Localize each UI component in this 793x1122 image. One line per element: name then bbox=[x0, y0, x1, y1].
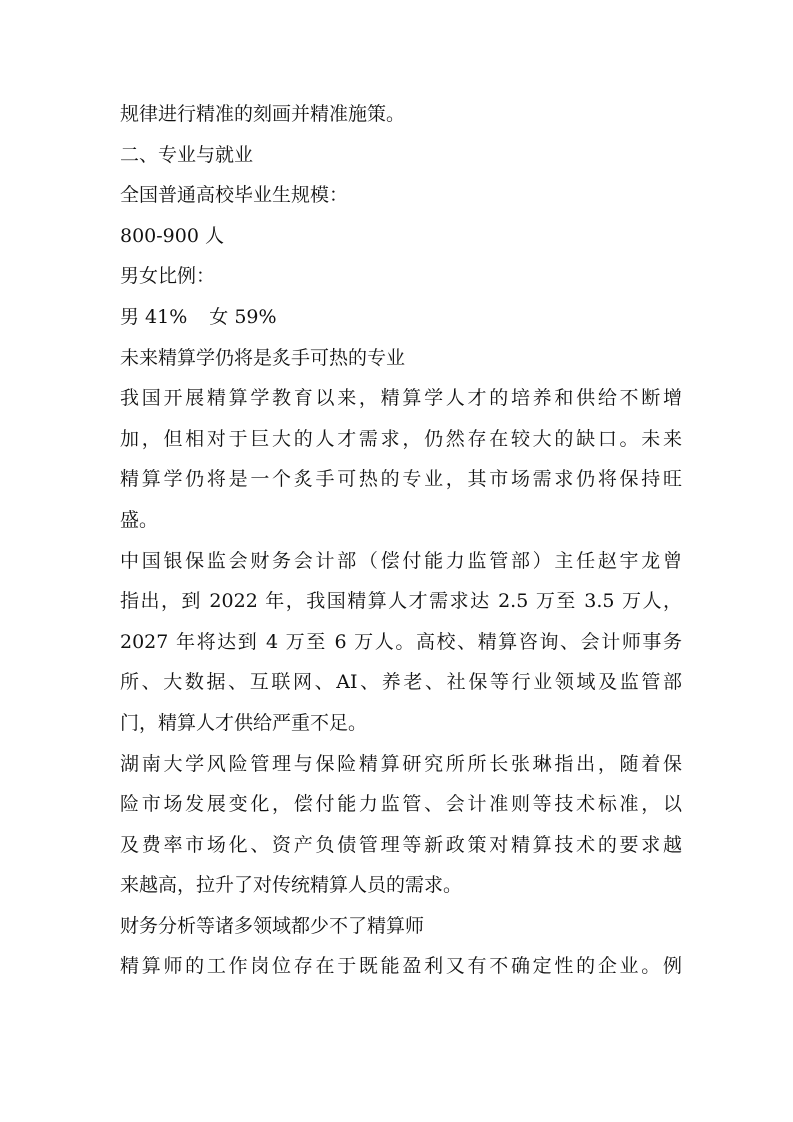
paragraph-line: 中国银保监会财务会计部（偿付能力监管部）主任赵宇龙曾 bbox=[120, 549, 682, 572]
paragraph-line: 2027 年将达到 4 万至 6 万人。高校、精算咨询、会计师事务 bbox=[120, 630, 682, 653]
male-ratio: 男 41% bbox=[120, 305, 188, 328]
paragraph-line: 盛。 bbox=[120, 508, 159, 531]
paragraph-line: 湖南大学风险管理与保险精算研究所所长张琳指出，随着保 bbox=[120, 752, 682, 775]
text-line: 男女比例： bbox=[120, 265, 216, 288]
text-line: 800-900 人 bbox=[120, 224, 224, 247]
subheading-future: 未来精算学仍将是炙手可热的专业 bbox=[120, 346, 406, 369]
paragraph-line: 指出，到 2022 年，我国精算人才需求达 2.5 万至 3.5 万人， bbox=[120, 590, 682, 613]
paragraph-line: 精算学仍将是一个炙手可热的专业，其市场需求仍将保持旺 bbox=[120, 468, 682, 491]
paragraph-line: 所、大数据、互联网、AI、养老、社保等行业领域及监管部 bbox=[120, 671, 682, 694]
paragraph-line: 门，精算人才供给严重不足。 bbox=[120, 711, 368, 734]
paragraph-line: 来越高，拉升了对传统精算人员的需求。 bbox=[120, 874, 463, 897]
paragraph-line: 险市场发展变化，偿付能力监管、会计准则等技术标准，以 bbox=[120, 793, 682, 816]
gender-ratio-line bbox=[120, 297, 682, 338]
female-ratio: 女 59% bbox=[209, 305, 277, 328]
paragraph-line: 加，但相对于巨大的人才需求，仍然存在较大的缺口。未来 bbox=[120, 427, 682, 450]
paragraph-line: 精算师的工作岗位存在于既能盈利又有不确定性的企业。例 bbox=[120, 955, 682, 978]
paragraph-line: 我国开展精算学教育以来，精算学人才的培养和供给不断增 bbox=[120, 387, 682, 410]
subheading-finance: 财务分析等诸多领域都少不了精算师 bbox=[120, 914, 425, 937]
text-line: 规律进行精准的刻画并精准施策。 bbox=[120, 103, 406, 125]
paragraph-line: 及费率市场化、资产负债管理等新政策对精算技术的要求越 bbox=[120, 833, 682, 856]
section-heading: 二、专业与就业 bbox=[120, 143, 254, 166]
document-page bbox=[120, 94, 682, 987]
text-line: 全国普通高校毕业生规模： bbox=[120, 184, 349, 207]
